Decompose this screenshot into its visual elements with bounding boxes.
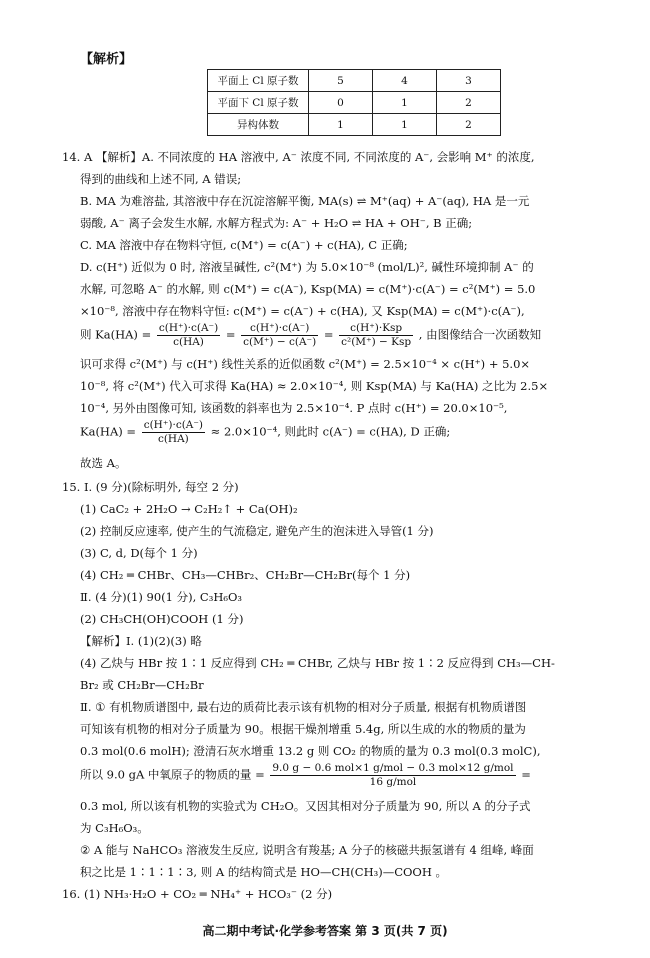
- q14-line-6: D. c(H⁺) 近似为 0 时, 溶液呈碱性, c²(M⁺) 为 5.0×10⁻⁸ (mol/L)², 碱性环境抑制 A⁻ 的: [80, 260, 534, 274]
- formula-prefix: 则 Ka(HA) =: [80, 327, 152, 342]
- denominator: c²(M⁺) − Ksp: [341, 336, 412, 348]
- q14-line-10: 识可求得 c²(M⁺) 与 c(H⁺) 线性关系的近似函数 c²(M⁺) = 2.5×10⁻⁴ × c(H⁺) + 5.0×: [80, 357, 531, 371]
- q15-line: Ⅱ. ① 有机物质谱图中, 最右边的质荷比表示该有机物的相对分子质量, 根据有机物质谱图: [80, 700, 527, 714]
- q15-line: 积之比是 1∶1∶1∶3, 则 A 的结构简式是 HO—CH(CH₃)—COOH 。: [80, 865, 448, 879]
- row-label: 平面上 Cl 原子数: [208, 70, 309, 92]
- q14-line-4: 弱酸, A⁻ 离子会发生水解, 水解方程式为: A⁻ + H₂O ⇌ HA + OH⁻, B 正确;: [80, 216, 473, 230]
- q14-line-1: 14. A 【解析】A. 不同浓度的 HA 溶液中, A⁻ 浓度不同, 不同浓度的 A⁻, 会影响 M⁺ 的浓度,: [62, 150, 535, 164]
- q15-line: Ⅱ. (4 分)(1) 90(1 分), C₃H₆O₃: [80, 590, 242, 604]
- q15-line: (2) 控制反应速率, 使产生的气流稳定, 避免产生的泡沫进入导管(1 分): [80, 524, 434, 538]
- denominator: c(M⁺) − c(A⁻): [243, 336, 317, 348]
- q14-line-12: 10⁻⁴, 另外由图像可知, 该函数的斜率也为 2.5×10⁻⁴. P 点时 c(H⁺) = 20.0×10⁻⁵,: [80, 401, 508, 415]
- formula-prefix: 所以 9.0 gA 中氧原子的物质的量 =: [80, 767, 265, 782]
- q14-line-2: 得到的曲线和上述不同, A 错误;: [80, 172, 242, 186]
- fraction: [270, 762, 515, 789]
- q15-line: (2) CH₃CH(OH)COOH (1 分): [80, 612, 244, 626]
- q14-line-5: C. MA 溶液中存在物料守恒, c(M⁺) = c(A⁻) + c(HA), C 正确;: [80, 238, 408, 252]
- fraction: [339, 322, 413, 349]
- q15-line: Br₂ 或 CH₂Br—CH₂Br: [80, 678, 204, 692]
- denominator: 16 g/mol: [369, 776, 417, 788]
- q15-line: 0.3 mol(0.6 molH); 澄清石灰水增重 13.2 g 则 CO₂ 的物质的量为 0.3 mol(0.3 molC),: [80, 744, 541, 758]
- q15-line: (4) CH₂ ═ CHBr、CH₃—CHBr₂、CH₂Br—CH₂Br(每个 1 分): [80, 568, 411, 582]
- denominator: c(HA): [157, 433, 189, 445]
- q15-header: 15. Ⅰ. (9 分)(除标明外, 每空 2 分): [62, 480, 239, 494]
- q14-line-11: 10⁻⁸, 将 c²(M⁺) 代入可求得 Ka(HA) ≈ 2.0×10⁻⁴, 则 Ksp(MA) 与 Ka(HA) 之比为 2.5×: [80, 379, 549, 393]
- equals: =: [323, 327, 334, 342]
- q15-line: 0.3 mol, 所以该有机物的实验式为 CH₂O。又因其相对分子质量为 90, 所以 A 的分子式: [80, 799, 531, 813]
- fraction: [241, 322, 318, 349]
- q15-line: 可知该有机物的相对分子质量为 90。根据干燥剂增重 5.4g, 所以生成的水的物质的量为: [80, 722, 526, 736]
- numerator: c(H⁺)·c(A⁻): [143, 419, 204, 431]
- table-cell: 1: [373, 92, 437, 114]
- q14-line-3: B. MA 为难溶盐, 其溶液中存在沉淀溶解平衡, MA(s) ⇌ M⁺(aq) + A⁻(aq), HA 是一元: [80, 194, 530, 208]
- table-cell: 2: [437, 114, 501, 136]
- table-cell: 0: [309, 92, 373, 114]
- q15-analysis-heading: 【解析】Ⅰ. (1)(2)(3) 略: [80, 634, 202, 648]
- numerator: c(H⁺)·Ksp: [339, 322, 413, 336]
- table-cell: 1: [373, 114, 437, 136]
- oxygen-calc-line: [80, 762, 531, 789]
- table-cell: 4: [373, 70, 437, 92]
- analysis-heading: 【解析】: [80, 52, 133, 67]
- q15-line: (4) 乙炔与 HBr 按 1∶1 反应得到 CH₂ ═ CHBr, 乙炔与 HBr 按 1∶2 反应得到 CH₃—CH-: [80, 656, 555, 670]
- formula-prefix: Ka(HA) =: [80, 424, 137, 439]
- table-row: [208, 92, 501, 114]
- table-row: [208, 70, 501, 92]
- q15-line: (3) C, d, D(每个 1 分): [80, 546, 198, 560]
- q14-line-8: ×10⁻⁸, 溶液中存在物料守恒: c(M⁺) = c(A⁻) + c(HA), 又 Ksp(MA) = c(M⁺)·c(A⁻),: [80, 304, 525, 318]
- q15-line: ② A 能与 NaHCO₃ 溶液发生反应, 说明含有羧基; A 分子的核磁共振氢谱有 4 组峰, 峰面: [80, 843, 534, 857]
- table-cell: 3: [437, 70, 501, 92]
- ka-result-line: [80, 419, 450, 446]
- numerator: c(H⁺)·c(A⁻): [241, 322, 318, 336]
- formula-suffix: =: [521, 767, 531, 782]
- q16-line: 16. (1) NH₃·H₂O + CO₂ ═ NH₄⁺ + HCO₃⁻ (2 分): [62, 887, 333, 901]
- ka-formula-line: [80, 322, 541, 349]
- q14-line-7: 水解, 可忽略 A⁻ 的水解, 则 c(M⁺) = c(A⁻), Ksp(MA) = c(M⁺)·c(A⁻) = c²(M⁺) = 5.0: [80, 282, 536, 296]
- fraction: [157, 322, 220, 349]
- table-cell: 5: [309, 70, 373, 92]
- table-cell: 1: [309, 114, 373, 136]
- isomer-table: [207, 69, 501, 136]
- numerator: c(H⁺)·c(A⁻): [158, 322, 219, 334]
- row-label: 异构体数: [208, 114, 309, 136]
- equals: =: [225, 327, 236, 342]
- page-footer: 高二期中考试·化学参考答案 第 3 页(共 7 页): [202, 924, 448, 938]
- numerator: 9.0 g − 0.6 mol×1 g/mol − 0.3 mol×12 g/mol: [272, 762, 514, 774]
- table-row: [208, 114, 501, 136]
- fraction: [142, 419, 205, 446]
- denominator: c(HA): [173, 336, 204, 348]
- q15-line: (1) CaC₂ + 2H₂O → C₂H₂↑ + Ca(OH)₂: [80, 502, 298, 516]
- formula-suffix: ≈ 2.0×10⁻⁴, 则此时 c(A⁻) = c(HA), D 正确;: [210, 424, 451, 439]
- formula-suffix: , 由图像结合一次函数知: [418, 327, 542, 342]
- row-label: 平面下 Cl 原子数: [208, 92, 309, 114]
- q15-line: 为 C₃H₆O₃。: [80, 821, 149, 835]
- table-cell: 2: [437, 92, 501, 114]
- q14-conclusion: 故选 A。: [80, 456, 127, 470]
